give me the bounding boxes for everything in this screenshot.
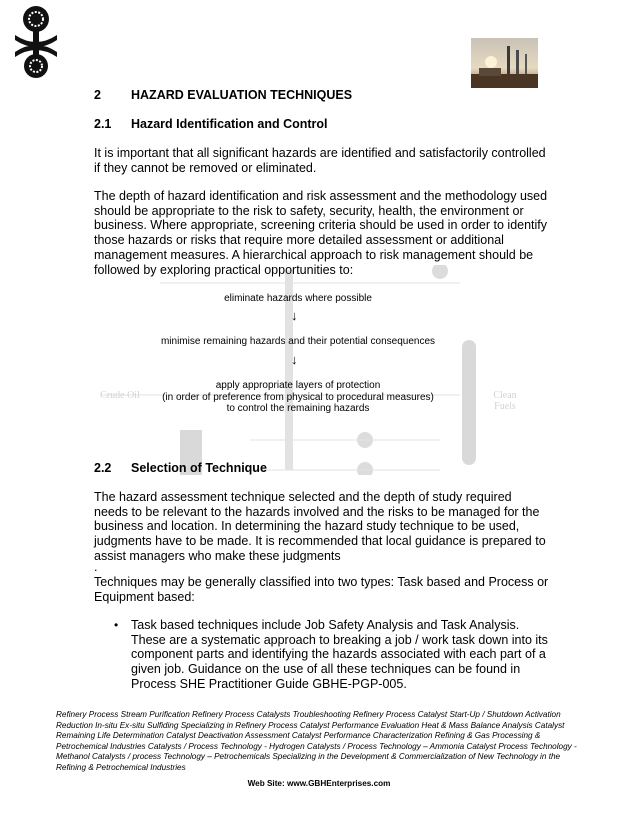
paragraph: The hazard assessment technique selected and the depth of study required needs to be relevant to the hazards involved and the risks to be managed for the business and location. In determining the hazard study technique to be used, judgments have to be made. It is recommended that local guidance is prepared to assist managers who make these judgments xyxy=(94,490,546,563)
section-number: 2 xyxy=(94,88,101,102)
refinery-photo xyxy=(471,38,538,88)
down-arrow-icon: ↓ xyxy=(291,352,298,367)
paragraph: The depth of hazard identification and risk assessment and the methodology used should be appropriate to the risk to safety, security, health, the environment or business. Where appropriate, screening criteria should be used in order to identify those hazards or risks that require more detailed assessment or additional management measures. A hierarchical approach to risk management should be followed by exploring practical opportunities to: xyxy=(94,189,548,277)
paragraph: It is important that all significant hazards are identified and satisfactorily controlled if they cannot be removed or eliminated. xyxy=(94,146,546,175)
footer-text: Refinery Process Stream Purification Refinery Process Catalysts Troubleshooting Refinery Process Catalyst Start-Up / Shutdown Activation Reduction In-situ Ex-situ Sulfiding Specializing in Refinery Process Catalyst Performance Evaluation Heat & Mass Balance Analysis Catalyst Remaining Life Determination Catalyst Deactivation Assessment Catalyst Performance Characterization Refining & Gas Processing & Petrochemical Industries Catalysts / Process Technology - Hydrogen Catalysts / Process Technology – Ammonia Catalyst Process Technology - Methanol Catalysts / process Technology – Petrochemicals Specializing in the Development & Commercialization of New Technology in the Refining & Petrochemical Industries xyxy=(56,710,577,772)
section-number: 2.2 xyxy=(94,461,112,475)
footer-website: Web Site: www.GBHEnterprises.com xyxy=(247,779,391,788)
flow-step-2: minimise remaining hazards and their potential consequences xyxy=(160,336,436,347)
refinery-photo-icon xyxy=(471,38,538,88)
down-arrow-icon: ↓ xyxy=(291,308,298,323)
flow-step-3-line: (in order of preference from physical to procedural measures) xyxy=(162,391,434,403)
clean-fuels-label: Clean Fuels xyxy=(493,390,517,412)
section-title: Selection of Technique xyxy=(131,461,267,475)
stray-dot: . xyxy=(94,560,98,574)
company-logo xyxy=(12,5,60,79)
crude-oil-label: Crude Oil xyxy=(100,390,140,401)
section-title: HAZARD EVALUATION TECHNIQUES xyxy=(131,88,353,102)
section-2-heading xyxy=(94,88,352,102)
section-2-2-heading xyxy=(94,461,267,475)
section-number: 2.1 xyxy=(94,117,112,131)
company-emblem-icon xyxy=(12,5,60,79)
flow-step-3-line: apply appropriate layers of protection xyxy=(215,380,381,391)
section-title: Hazard Identification and Control xyxy=(131,117,328,131)
section-2-1-heading xyxy=(94,117,328,131)
bullet-item: Task based techniques include Job Safety Analysis and Task Analysis. These are a systematic approach to breaking a job / work task down into its component parts and identifying the hazards associated with each part of a given job. Guidance on the use of all these techniques can be found in Process SHE Practitioner Guide GBHE-PGP-005. xyxy=(131,618,548,691)
flow-step-3 xyxy=(118,380,478,415)
flow-step-3-line: to control the remaining hazards xyxy=(226,403,370,415)
paragraph: Techniques may be generally classified into two types: Task based and Process or Equipment based: xyxy=(94,575,549,604)
flow-step-1: eliminate hazards where possible xyxy=(224,293,372,304)
bullet-icon: • xyxy=(114,618,119,632)
